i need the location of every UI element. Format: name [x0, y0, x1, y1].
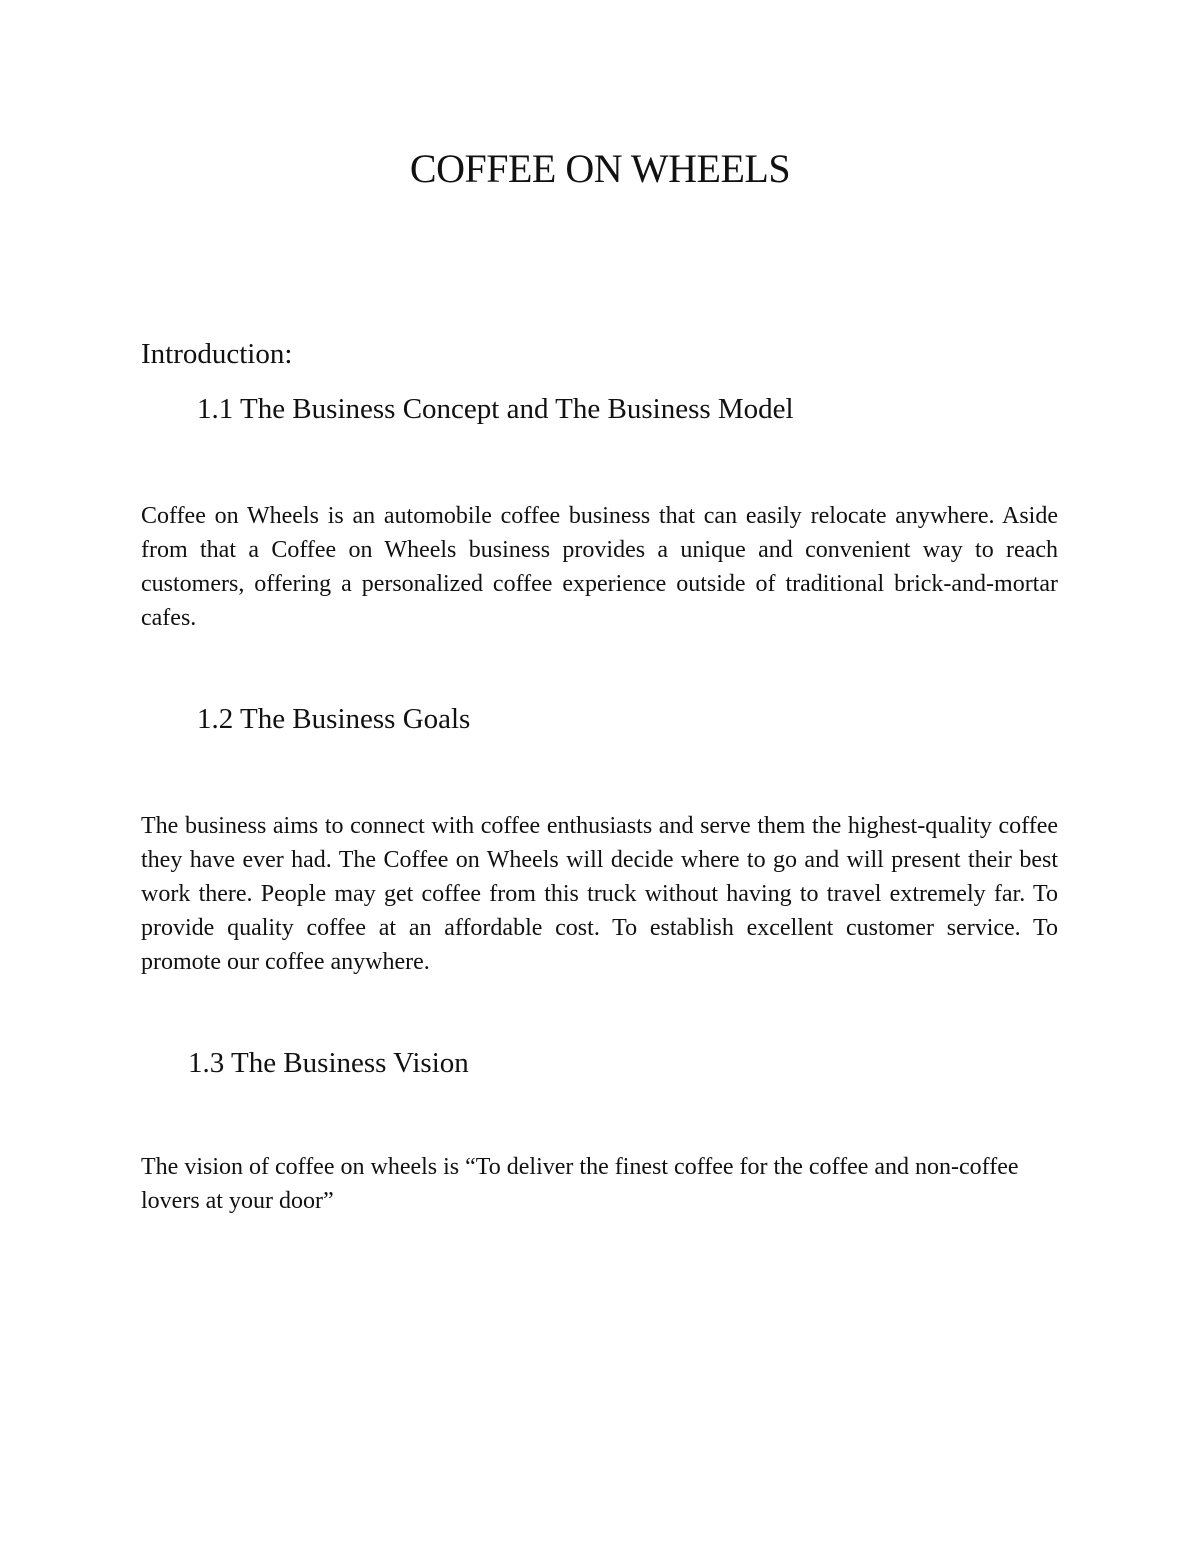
section-heading-concept: 1.1 The Business Concept and The Business Model — [197, 393, 794, 425]
section-heading-vision: 1.3 The Business Vision — [188, 1047, 469, 1079]
section-body-concept: Coffee on Wheels is an automobile coffee business that can easily relocate anywhere. Aside from that a Coffee on Wheels business provides a unique and convenient way to reach customers, offering a personalized coffee experience outside of traditional brick-and-mortar cafes. — [141, 503, 1058, 631]
introduction-label: Introduction: — [141, 338, 293, 370]
document-title: COFFEE ON WHEELS — [409, 146, 791, 191]
section-body-goals: The business aims to connect with coffee enthusiasts and serve them the highest-quality coffee they have ever had. The Coffee on Wheels will decide where to go and will present their best work there. People may get coffee from this truck without having to travel extremely far. To provide quality coffee at an affordable cost. To establish excellent customer service. To promote our coffee anywhere. — [141, 813, 1058, 975]
section-heading-goals: 1.2 The Business Goals — [197, 703, 471, 735]
section-body-vision: The vision of coffee on wheels is “To deliver the finest coffee for the coffee and non-coffee lovers at your door” — [141, 1154, 1019, 1214]
